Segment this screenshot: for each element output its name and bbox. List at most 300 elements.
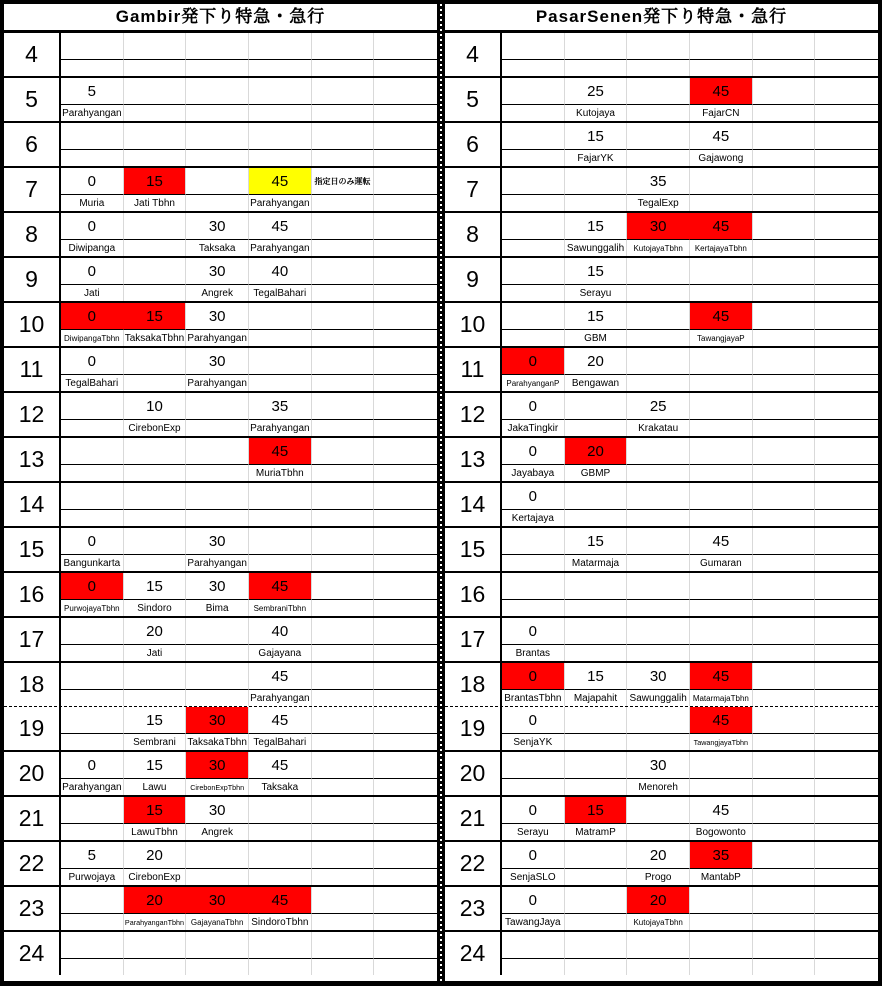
train-name-cell [690, 645, 753, 661]
train-name-cell [124, 465, 187, 481]
hour-row [4, 481, 437, 526]
minute-cell [124, 663, 187, 690]
train-name-cell: KutojayaTbhn [627, 914, 690, 930]
train-name-cell [502, 60, 565, 76]
train-name-cell [815, 734, 878, 750]
hour-label: 12 [445, 393, 502, 436]
train-name-cell [690, 914, 753, 930]
train-name-cell: TaksakaTbhn [186, 734, 249, 750]
minute-cell [374, 752, 437, 779]
hour-label: 16 [445, 573, 502, 616]
train-name-cell: SenjaSLO [502, 869, 565, 885]
train-name-cell: Lawu [124, 779, 187, 795]
minute-cell [815, 842, 878, 869]
train-name-cell [627, 105, 690, 121]
minute-cell [565, 33, 628, 60]
minute-cell: 0 [61, 752, 124, 779]
train-name-cell [374, 555, 437, 571]
minute-cell: 0 [61, 348, 124, 375]
minute-cell [374, 438, 437, 465]
minute-cell [753, 528, 816, 555]
train-name-cell [815, 420, 878, 436]
train-name-cell [815, 600, 878, 616]
train-name-cell [312, 914, 375, 930]
minute-cell: 15 [565, 213, 628, 240]
minute-cell [124, 78, 187, 105]
hour-label: 6 [4, 123, 61, 166]
train-name-cell: Parahyangan [186, 555, 249, 571]
train-name-cell: GBMP [565, 465, 628, 481]
train-name-cell [124, 690, 187, 706]
minute-cell [690, 168, 753, 195]
minute-cell [374, 528, 437, 555]
minute-cell [249, 797, 312, 824]
minute-cell [753, 303, 816, 330]
minute-cell: 0 [502, 663, 565, 690]
minute-cell [565, 752, 628, 779]
train-name-cell [627, 330, 690, 346]
train-name-cell: Jati [61, 285, 124, 301]
hour-label: 20 [445, 752, 502, 795]
train-name-cell [186, 869, 249, 885]
minute-cell [815, 887, 878, 914]
minute-cell [690, 438, 753, 465]
train-name-cell: KutojayaTbhn [627, 240, 690, 256]
minute-cell [124, 33, 187, 60]
train-name-cell [312, 510, 375, 526]
train-name-cell: Parahyangan [249, 420, 312, 436]
train-name-cell: TawangjayaP [690, 330, 753, 346]
train-name-cell [565, 510, 628, 526]
train-name-cell [815, 914, 878, 930]
train-name-cell [312, 690, 375, 706]
minute-cell [312, 528, 375, 555]
minute-cell [502, 303, 565, 330]
train-name-cell [815, 959, 878, 975]
minute-cell: 40 [249, 618, 312, 645]
minute-cell: 15 [124, 707, 187, 734]
minute-cell: 0 [502, 348, 565, 375]
minute-cell: 30 [186, 528, 249, 555]
train-name-cell [627, 465, 690, 481]
minute-cell: 30 [186, 707, 249, 734]
train-name-cell [815, 555, 878, 571]
minute-cell: 0 [61, 573, 124, 600]
train-name-cell [312, 465, 375, 481]
minute-cell [374, 258, 437, 285]
train-name-cell [815, 869, 878, 885]
minute-cell [374, 168, 437, 195]
train-name-cell [690, 60, 753, 76]
train-name-cell [312, 375, 375, 391]
minute-cell [565, 887, 628, 914]
train-name-cell [186, 690, 249, 706]
minute-cell: 45 [690, 213, 753, 240]
minute-cell [249, 932, 312, 959]
train-name-cell [565, 60, 628, 76]
train-name-cell: Parahyangan [186, 375, 249, 391]
minute-cell [690, 393, 753, 420]
train-name-cell [61, 824, 124, 840]
minute-cell [753, 797, 816, 824]
hour-row [445, 885, 878, 930]
train-name-cell [815, 60, 878, 76]
minute-cell: 0 [61, 168, 124, 195]
train-name-cell [690, 465, 753, 481]
minute-cell [312, 887, 375, 914]
minute-cell [502, 33, 565, 60]
train-name-cell [627, 60, 690, 76]
train-name-cell [627, 645, 690, 661]
minute-cell [124, 123, 187, 150]
train-name-cell: Menoreh [627, 779, 690, 795]
minute-cell [61, 932, 124, 959]
hour-label: 5 [445, 78, 502, 121]
train-name-cell [627, 959, 690, 975]
train-name-cell [186, 105, 249, 121]
train-name-cell: SindoroTbhn [249, 914, 312, 930]
minute-cell [186, 618, 249, 645]
train-name-cell: Bengawan [565, 375, 628, 391]
minute-cell [753, 348, 816, 375]
train-name-cell [690, 510, 753, 526]
minute-cell [502, 528, 565, 555]
train-name-cell: Bangunkarta [61, 555, 124, 571]
train-name-cell [753, 465, 816, 481]
train-name-cell [186, 150, 249, 166]
minute-cell: 5 [61, 78, 124, 105]
train-name-cell [374, 375, 437, 391]
minute-cell: 15 [124, 797, 187, 824]
minute-cell [124, 258, 187, 285]
train-name-cell [753, 240, 816, 256]
train-name-cell [753, 60, 816, 76]
minute-cell [61, 123, 124, 150]
train-name-cell [312, 330, 375, 346]
train-name-cell [124, 959, 187, 975]
minute-cell [312, 932, 375, 959]
train-name-cell [374, 285, 437, 301]
train-name-cell [565, 869, 628, 885]
train-name-cell [312, 734, 375, 750]
hour-label: 21 [445, 797, 502, 840]
hour-row [445, 33, 878, 76]
train-name-cell: LawuTbhn [124, 824, 187, 840]
minute-cell [249, 78, 312, 105]
hour-label: 9 [4, 258, 61, 301]
train-name-cell: Parahyangan [249, 195, 312, 211]
minute-cell [312, 348, 375, 375]
train-name-cell [374, 824, 437, 840]
minute-cell [815, 618, 878, 645]
train-name-cell [753, 195, 816, 211]
hour-label: 15 [4, 528, 61, 571]
hour-row [4, 211, 437, 256]
minute-cell [502, 78, 565, 105]
minute-cell [374, 123, 437, 150]
minute-cell: 20 [565, 348, 628, 375]
train-name-cell [124, 150, 187, 166]
train-name-cell [186, 465, 249, 481]
train-name-cell [61, 510, 124, 526]
hour-label: 22 [4, 842, 61, 885]
hour-row [445, 571, 878, 616]
minute-cell: 0 [61, 303, 124, 330]
train-name-cell: Kertajaya [502, 510, 565, 526]
hour-row [445, 526, 878, 571]
minute-cell [627, 707, 690, 734]
train-name-cell [124, 510, 187, 526]
hour-label: 22 [445, 842, 502, 885]
train-name-cell: Jati [124, 645, 187, 661]
minute-cell: 0 [502, 842, 565, 869]
hour-row [445, 391, 878, 436]
note-cell: 指定日のみ運転 [312, 168, 375, 195]
train-name-cell [815, 465, 878, 481]
minute-cell [565, 707, 628, 734]
train-name-cell: Angrek [186, 285, 249, 301]
minute-cell [565, 393, 628, 420]
minute-cell [815, 573, 878, 600]
minute-cell [565, 483, 628, 510]
minute-cell: 30 [186, 887, 249, 914]
hour-row [445, 121, 878, 166]
train-name-cell [565, 779, 628, 795]
train-name-cell [502, 240, 565, 256]
train-name-cell: Muria [61, 195, 124, 211]
train-name-cell [502, 555, 565, 571]
minute-cell [690, 932, 753, 959]
minute-cell [186, 483, 249, 510]
train-name-cell [627, 555, 690, 571]
train-name-cell [374, 195, 437, 211]
train-name-cell [502, 195, 565, 211]
train-name-cell [815, 824, 878, 840]
train-name-cell [374, 734, 437, 750]
train-name-cell [374, 959, 437, 975]
minute-cell: 20 [565, 438, 628, 465]
train-name-cell [186, 420, 249, 436]
hour-row [4, 121, 437, 166]
minute-cell [312, 483, 375, 510]
train-name-cell: TegalBahari [249, 734, 312, 750]
train-name-cell [61, 420, 124, 436]
hour-label: 19 [445, 707, 502, 750]
minute-cell [627, 483, 690, 510]
train-name-cell [753, 510, 816, 526]
minute-cell [815, 483, 878, 510]
hour-row [445, 616, 878, 661]
train-name-cell: Jati Tbhn [124, 195, 187, 211]
table-rows-gambir [4, 33, 437, 981]
train-name-cell [374, 914, 437, 930]
minute-cell [186, 932, 249, 959]
minute-cell: 45 [249, 707, 312, 734]
minute-cell: 30 [186, 573, 249, 600]
train-name-cell: GBM [565, 330, 628, 346]
train-name-cell [374, 600, 437, 616]
minute-cell [312, 618, 375, 645]
train-name-cell [312, 600, 375, 616]
hour-row [445, 706, 878, 750]
hour-label: 20 [4, 752, 61, 795]
hour-row [445, 661, 878, 706]
train-name-cell: Progo [627, 869, 690, 885]
train-name-cell: CirebonExpTbhn [186, 779, 249, 795]
hour-row [4, 526, 437, 571]
train-name-cell: Majapahit [565, 690, 628, 706]
train-name-cell [312, 779, 375, 795]
hour-row [4, 661, 437, 706]
train-name-cell [374, 465, 437, 481]
hour-label: 23 [4, 887, 61, 930]
train-name-cell: Gajayana [249, 645, 312, 661]
train-name-cell: FajarYK [565, 150, 628, 166]
minute-cell [124, 348, 187, 375]
minute-cell: 20 [124, 842, 187, 869]
train-name-cell [627, 510, 690, 526]
minute-cell: 15 [124, 752, 187, 779]
minute-cell [312, 438, 375, 465]
minute-cell [815, 707, 878, 734]
departure-table-gambir [4, 4, 437, 981]
minute-cell [124, 213, 187, 240]
minute-cell [61, 887, 124, 914]
train-name-cell [249, 824, 312, 840]
minute-cell [249, 303, 312, 330]
minute-cell: 45 [690, 663, 753, 690]
minute-cell: 45 [690, 303, 753, 330]
minute-cell [312, 573, 375, 600]
hour-row [4, 33, 437, 76]
train-name-cell [815, 105, 878, 121]
train-name-cell [312, 645, 375, 661]
hour-row [4, 750, 437, 795]
train-name-cell [312, 285, 375, 301]
train-name-cell: PurwojayaTbhn [61, 600, 124, 616]
train-name-cell: Angrek [186, 824, 249, 840]
train-name-cell: Parahyangan [61, 105, 124, 121]
train-name-cell: TawangJaya [502, 914, 565, 930]
table-title-gambir: Gambir発下り特急・急行 [4, 4, 437, 33]
minute-cell [312, 33, 375, 60]
minute-cell [502, 168, 565, 195]
hour-row [445, 840, 878, 885]
minute-cell: 45 [249, 168, 312, 195]
train-name-cell [312, 105, 375, 121]
table-rows-pasarsenen [445, 33, 878, 981]
train-name-cell [312, 240, 375, 256]
minute-cell [374, 932, 437, 959]
hour-row [4, 391, 437, 436]
minute-cell [753, 213, 816, 240]
train-name-cell [374, 105, 437, 121]
train-name-cell [565, 645, 628, 661]
minute-cell [374, 842, 437, 869]
train-name-cell [753, 869, 816, 885]
minute-cell: 0 [502, 618, 565, 645]
minute-cell [753, 618, 816, 645]
train-name-cell [61, 690, 124, 706]
minute-cell [61, 797, 124, 824]
hour-label: 10 [4, 303, 61, 346]
minute-cell: 25 [627, 393, 690, 420]
train-name-cell: CirebonExp [124, 869, 187, 885]
train-name-cell [124, 285, 187, 301]
train-name-cell [502, 779, 565, 795]
minute-cell [374, 33, 437, 60]
train-name-cell: TegalBahari [61, 375, 124, 391]
minute-cell: 20 [627, 842, 690, 869]
minute-cell [249, 348, 312, 375]
train-name-cell [374, 240, 437, 256]
hour-label: 11 [445, 348, 502, 391]
hour-label: 8 [445, 213, 502, 256]
train-name-cell [502, 959, 565, 975]
minute-cell [186, 842, 249, 869]
minute-cell [312, 258, 375, 285]
minute-cell: 15 [565, 797, 628, 824]
train-name-cell [690, 600, 753, 616]
hour-row [445, 750, 878, 795]
minute-cell [374, 303, 437, 330]
minute-cell [374, 393, 437, 420]
train-name-cell: Bima [186, 600, 249, 616]
train-name-cell [565, 914, 628, 930]
minute-cell: 15 [565, 303, 628, 330]
hour-row [445, 346, 878, 391]
hour-label: 21 [4, 797, 61, 840]
train-name-cell: Gumaran [690, 555, 753, 571]
minute-cell [186, 33, 249, 60]
minute-cell: 45 [249, 752, 312, 779]
minute-cell [753, 33, 816, 60]
train-name-cell: KertajayaTbhn [690, 240, 753, 256]
minute-cell: 15 [565, 123, 628, 150]
minute-cell [61, 393, 124, 420]
train-name-cell: Parahyangan [186, 330, 249, 346]
train-name-cell [753, 150, 816, 166]
minute-cell: 40 [249, 258, 312, 285]
train-name-cell [502, 105, 565, 121]
minute-cell [312, 797, 375, 824]
train-name-cell [312, 150, 375, 166]
train-name-cell [312, 959, 375, 975]
minute-cell [627, 438, 690, 465]
train-name-cell [753, 645, 816, 661]
minute-cell: 30 [627, 213, 690, 240]
train-name-cell [690, 959, 753, 975]
minute-cell: 35 [627, 168, 690, 195]
train-name-cell [815, 779, 878, 795]
minute-cell [627, 348, 690, 375]
train-name-cell: ParahyanganP [502, 375, 565, 391]
hour-row [4, 930, 437, 975]
minute-cell [627, 528, 690, 555]
train-name-cell [753, 330, 816, 346]
train-name-cell [753, 959, 816, 975]
train-name-cell: MatramP [565, 824, 628, 840]
minute-cell: 30 [186, 303, 249, 330]
minute-cell: 15 [565, 663, 628, 690]
minute-cell: 30 [186, 797, 249, 824]
train-name-cell [627, 150, 690, 166]
train-name-cell: Sawunggalih [627, 690, 690, 706]
minute-cell: 0 [502, 393, 565, 420]
minute-cell [753, 393, 816, 420]
minute-cell: 0 [502, 438, 565, 465]
train-name-cell [815, 195, 878, 211]
